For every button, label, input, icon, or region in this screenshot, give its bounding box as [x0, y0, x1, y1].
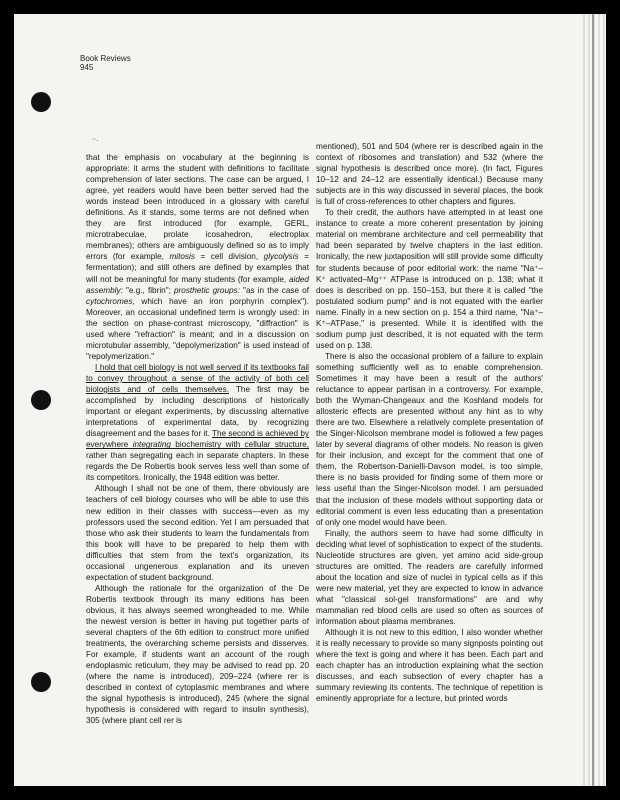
paragraph	[316, 207, 543, 351]
paragraph	[86, 152, 309, 362]
left-column	[86, 152, 309, 726]
text-run: I hold that cell biology is not well served if its textbooks fail to convey throughout a sense of the activity of both cell biologists and of cells themselves.	[86, 362, 309, 394]
text-run: aided assembly:	[86, 274, 309, 295]
text-run: There is also the occasional problem of a failure to explain something sufficiently well as to enable comprehension. Sometimes it may have been a result of the authors' reluctance to appear partisan in a controversy. For example, both the Wyman-Changeaux and the Koshland models for allosteric effects are presented without any hint as to why there are two. Elsewhere a relatively complete presentation of the Singer-Nicolson membrane model is followed a few pages later by several diagrams of other models. No reason is given for their inclusion, and except for the comment that one of them, the Robertson-Danielli-Davson model, is too simple, there is no basis provided for finding some of them more or less useful than the Singer-Nicolson model. I am persuaded that the inclusion of these models without supporting data or editorial comment is even less educating than a presentation of only one model would have been.	[316, 351, 543, 527]
text-run: biochemistry with cellular structure,	[170, 440, 309, 450]
text-run: To their credit, the authors have attempted in at least one instance to create a more coherent presentation by joining material on membrane architecture and cell permeability that had been separated by twelve chapters in the last edition. Ironically, the new juxtaposition will still provide some difficulty for students because of poor editorial work: the name "Na⁺–K⁺ activated–Mg⁺⁺ ATPase is introduced on p. 138; what it does is described on pp. 150–153, but there it is called "the postulated sodium pump" and is not equated with the earlier name. Finally in a new section on p. 154 a third name, "Na⁺–K⁺–ATPase," is presented. While it is identified with the sodium pump just described, it is not equated with the term used on p. 138.	[316, 208, 543, 350]
text-run: cytochromes	[86, 296, 133, 306]
paragraph	[316, 627, 543, 704]
right-column	[316, 141, 543, 704]
text-run: = cell division,	[194, 252, 264, 262]
text-run: , which have an iron porphyrin complex"). Moreover, an occasional undefined term is wrongly used: in the section on phase-contrast microscopy, "diffraction" is used where "refraction" is meant; and in a discussion on microtubular assembly, "depolymerization" is used instead of "repolymerization."	[86, 296, 309, 361]
paragraph	[316, 351, 543, 528]
text-run: rather than segregating each in separate chapters. In these regards the De Robertis book serves less well than some of its competitors. Ironically, the 1948 edition was better.	[86, 451, 309, 483]
text-run: "as in the case of	[239, 285, 309, 295]
text-run: Although it is not new to this edition, I also wonder whether it is really necessary to provide so many signposts pointing out where the text is going and where it has been. Each part and each chapter has an introduction explaining what the section discusses, and each subsection of every chapter has a summary reviewing its contents. The technique of repetition is eminently appropriate for a lecture, but printed words	[316, 628, 543, 704]
paragraph	[86, 583, 309, 727]
paragraph	[316, 528, 543, 627]
paragraph	[86, 483, 309, 582]
paragraph	[316, 141, 543, 207]
section-title: Book Reviews	[80, 54, 131, 63]
text-run: mentioned), 501 and 504 (where rer is described again in the context of ribosomes and translation) and 532 (where the signal hypothesis is described once more). (In fact, Figures 10–12 and 24–12 are essentially identical.) Because many subjects are in this way discussed in several places, the book is full of cross-references to other chapters and figures.	[316, 142, 543, 207]
text-run: Although the rationale for the organization of the De Robertis textbook through its many editions has been obvious, it has always seemed wrongheaded to me. While the newest version is better in having put together parts of several chapters of the 6th edition to construct more unified treatments, the overarching scheme persists and disserves. For example, if students want an account of the rough endoplasmic reticulum, they may be advised to read pp. 20 (where the name is introduced), 209–224 (where rer is described in context of cytoplasmic membranes and where the signal hypothesis is introduced), 245 (where the signal hypothesis is considered with regard to insulin synthesis), 305 (where plant cell rer is	[86, 583, 309, 726]
text-run: integrating	[132, 440, 171, 450]
text-run: that the emphasis on vocabulary at the beginning is appropriate: it arms the student with definitions to facilitate comprehension of later sections. The case can be argued, I agree, yet readers would have been better served had the words instead been introduced in a glossary with careful definitions. As it stands, some terms are not defined when they are first introduced (for example, GERL, microtrabeculae, prolate icosahedron, electroplax membranes); others are ambiguously defined so as to imply errors (for example,	[86, 153, 309, 262]
punch-hole-top	[31, 92, 51, 112]
text-run: = fermentation); and still others are defined by examples that will not be meaningful for many students (for example,	[86, 252, 309, 284]
paragraph	[86, 362, 309, 484]
scan-speck: ⁻·	[92, 136, 99, 145]
text-run: Finally, the authors seem to have had some difficulty in deciding what level of sophistication to expect of the students. Nucleotide structures are given, yet amino acid side-group structures are omitted. The readers are carefully informed about the location and size of nuclei in typical cells as if this were new material, yet they are expected to know in advance what "classical sol-gel transformations" are and why mammalian red blood cells are used so often as sources of information about plasma membranes.	[316, 528, 543, 627]
text-run: Although I shall not be one of them, there obviously are teachers of cell biology courses who will be able to use this new edition in their classes with success—even as my professors used the second edition. Yet I am persuaded that those who ask their students to learn the fundamentals from this book will have to be prepared to help them with difficulties that stem from the text's organization, its occasional ungenerous explanation and its uneven expectation of student background.	[86, 484, 309, 582]
document-page	[14, 14, 606, 786]
page-number: 945	[80, 63, 94, 72]
text-run: glycolysis	[263, 252, 299, 262]
text-run: mitosis	[169, 252, 195, 262]
text-run: prosthetic groups:	[174, 285, 240, 295]
running-header	[80, 54, 131, 72]
text-run: "e.g., fibrin";	[122, 285, 174, 295]
punch-hole-middle	[31, 390, 51, 410]
page-edge-line	[592, 14, 594, 786]
text-run: The second is achieved by everywhere	[86, 429, 309, 450]
punch-hole-bottom	[31, 672, 51, 692]
text-run: The first may be accomplished by including descriptions of historically important or elegant experiments, by discussing alternative interpretations of experimental data, by recognizing disagreement and the bases for it.	[86, 384, 309, 439]
